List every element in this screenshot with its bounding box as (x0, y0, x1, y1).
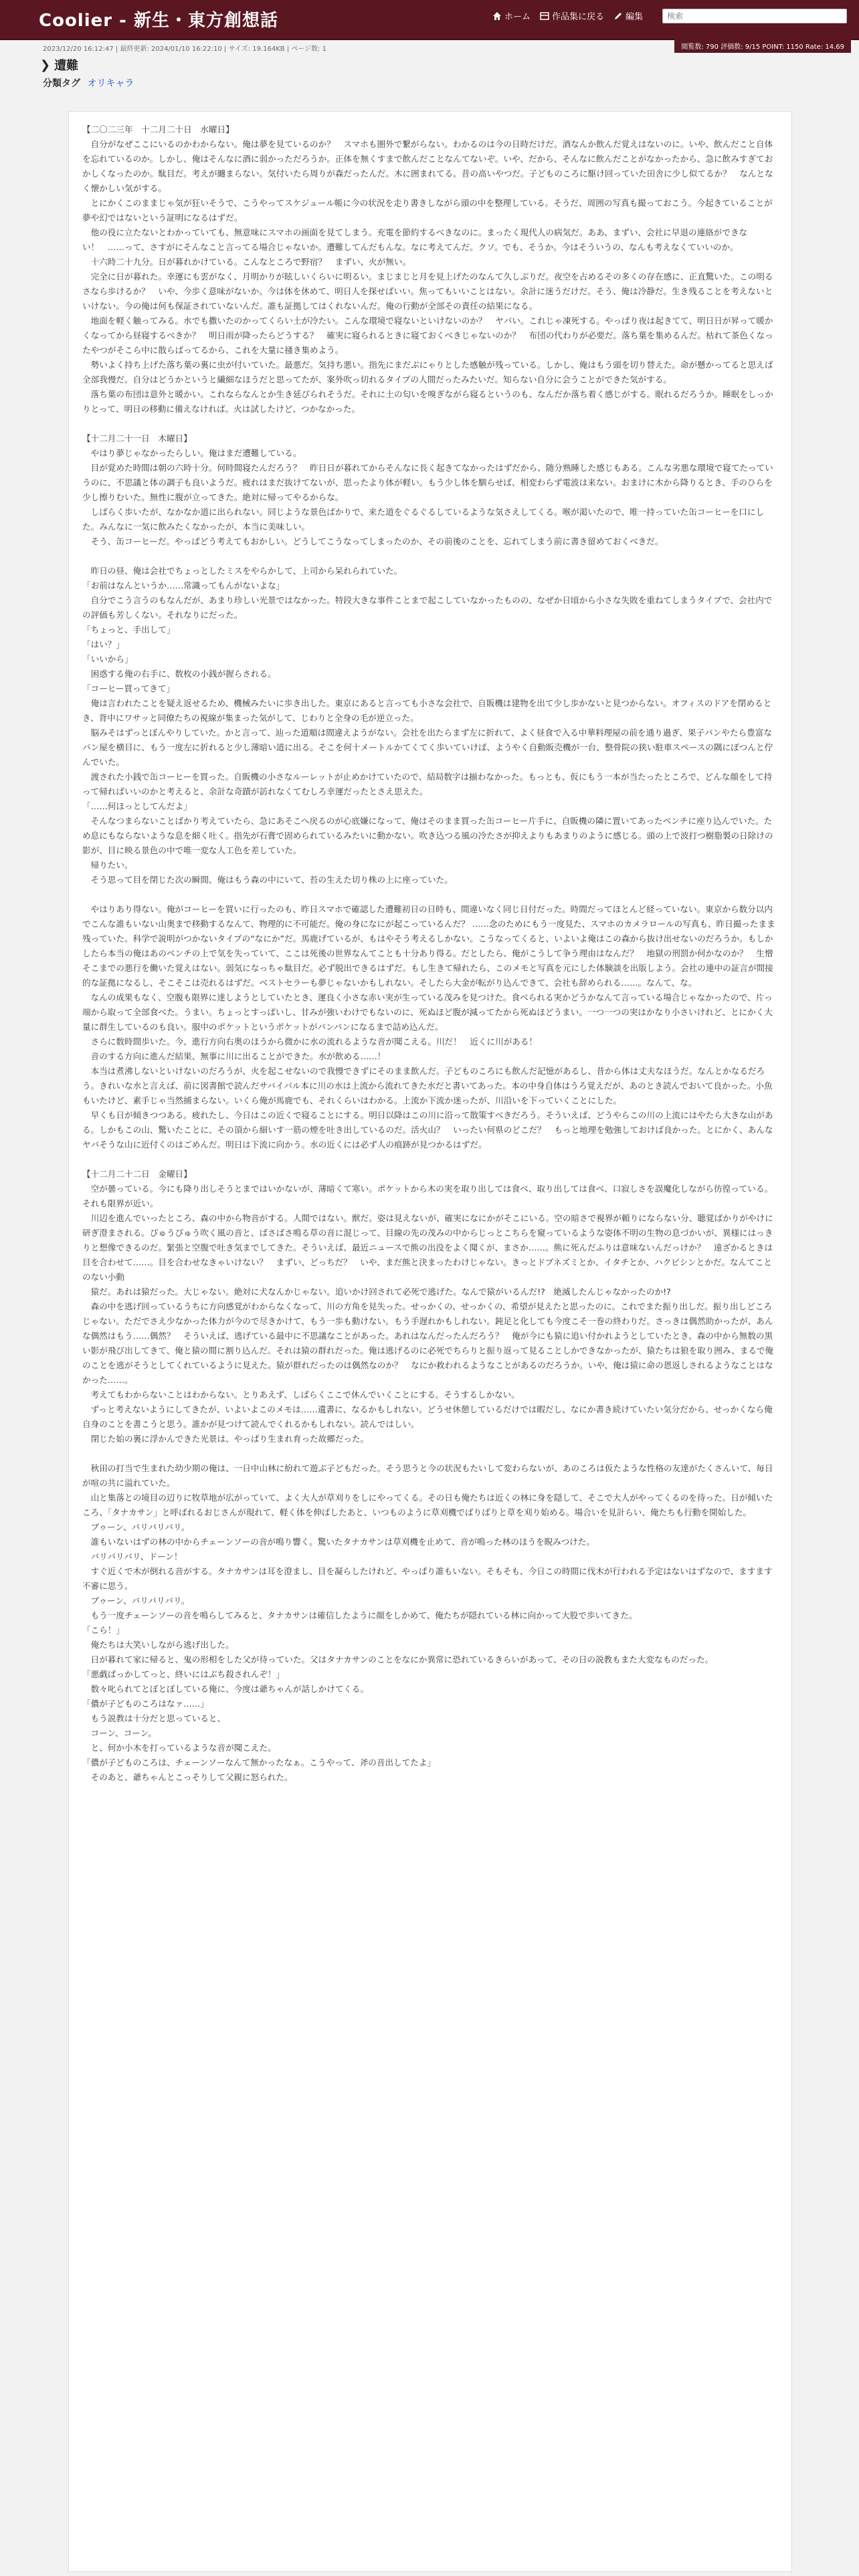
story-paragraph: 誰もいないはずの林の中からチェーンソーの音が鳴り響く。驚いたタナカサンは草刈機を止めて、音が鳴った林のほうを睨みつけた。 (82, 1537, 595, 1547)
story-paragraph: そんなつまらないことばかり考えていたら、急にあそこへ戻るのが心底嫌になって、俺はそのまま買った缶コーヒー片手に、自販機の隣に置いてあったベンチに座り込んでいた。ため息にもならないような息を細く吐く。指先が石膏で固められているみたいに動かない。吹き込つる風の冷たさが抑えよりもあまりのように感じる。頭の上で波打つ樹脂製の日除けの影が、目に映る景色の中で唯一変な人工色を差していた。 (82, 816, 773, 855)
home-link[interactable] (492, 9, 531, 22)
story-paragraph: 閉じた始の裏に浮かんできた光景は、やっぱり生まれ育った故郷だった。 (82, 1434, 369, 1444)
story-paragraph: 山と集落との境目の辺りに牧草地が広がっていて、よく大人が草刈りをしにやってくる。その日も俺たちは近くの林に身を隠して、そこで大人がやってくるのを待った。日が傾いたころ、「タナカサン」と呼ばれるおじさんが現れて、軽く体を伸ばしたあと、いつものように草刈機でばりばりと草を刈り始める。場合いを見計らい、俺たちも行動を開始した。 (82, 1493, 773, 1517)
story-paragraph: 考えてもわからないことはわからない。とりあえず、しばらくここで休んでいくことにする。そうするしかない。 (82, 1390, 520, 1400)
story-paragraph: 「こら！」 (82, 1625, 124, 1635)
story-body (68, 111, 792, 2572)
site-header (0, 0, 859, 40)
home-link-label: ホーム (504, 12, 531, 22)
story-paragraph: 目が覚めた時間は朝の六時十分。何時間寝たんだろう？ 昨日日が暮れてからそんなに長く起きてなかったはずだから、随分熟睡した感じもある。こんな劣悪な環境で寝てたっていうのに、不思議と体の調子も良いようだ。疲れはまだ抜けてないが、思ったより体が軽い。もう少し体を馴らせば、相変わらず電波は来ない。おまけに木から降りるとき、手のひらを少し擦りむいた。無性に腹が立ってきた。絶対に帰ってやるからな。 (82, 463, 773, 502)
story-paragraph: 十六時二十九分。日が暮れかけている。こんなところで野宿？ まずい、火が無い。 (82, 257, 411, 267)
story-paragraph (82, 887, 778, 902)
story-paragraph: 「ちょっと、手出して」 (82, 625, 175, 635)
story-paragraph: 地面を軽く触ってみる。水でも撒いたのかってくらい土が冷たい。こんな環境で寝ないといけないのか？ ヤバい。これじゃ凍死する。やっぱり夜は起きてて、明日日が昇って暖かくなってから昼寝するべきか？ 明日雨が降ったらどうする？ 確実に寝られるときに寝ておくべきじゃないのか？ 布団の代わりが必要だ。落ち葉を集めるんだ。枯れて茶色くなったやつがそこら中に散らばってるから、これを大量に掻き集めよう。 (82, 316, 773, 355)
story-paragraph: やはり夢じゃなかったらしい。俺はまだ遭難している。 (82, 448, 302, 458)
story-paragraph: 「……何ほっとしてんだよ」 (82, 801, 192, 811)
story-paragraph: 音のする方向に進んだ結果、無事に川に出ることができた。水が飲める……！ (82, 1051, 386, 1061)
story-paragraph (82, 417, 778, 431)
story-paragraph: 困惑する俺の右手に、数枚の小銭が握らされる。 (82, 669, 276, 679)
story-paragraph: 【二〇二三年 十二月二十日 水曜日】 (82, 124, 234, 134)
story-paragraph: 【十二月二十一日 木曜日】 (82, 433, 192, 443)
story-paragraph: 完全に日が暮れた。幸運にも雲がなく、月明かりが眩しいくらいに明るい。まじまじと月を見上げたのなんて久しぶりだ。夜空を占めるその多くの存在感に、正直驚いた。この明るさなら歩けるか？ いや、今歩く意味がないか。今は体を休めて、明日人を探せばいい。焦ってもいいことはない。余計に迷うだけだ。そう、俺は冷静だ。生き残ることを考えないといけない。今の俺は何も保証されていないんだ。誰も証拠してはくれないんだ。俺の行動が全部その責任の結果になる。 (82, 272, 773, 311)
story-paragraph: コーン、コーン。 (82, 1728, 157, 1738)
story-paragraph: 本当は煮沸しないといけないのだろうが、火を起こせないので我慢できずにそのまま飲んだ。子どものころにも飲んだ記憶があるし、昔から体は丈夫なほうだ。なんとかなるだろう。きれいな水と言えば、前に図書館で読んだサバイバル本に川の水は上流から流れてきた水だと書いてあった。本の中身自体はうろ覚えだが、あのとき読んでおいて良かった。小魚もいたけど、素手じゃ当然捕まらない。いくら俺が馬鹿でも、それくらいはわかる。上流か下流か迷ったが、川沿いを下っていくことにした。 (82, 1066, 773, 1105)
edit-link[interactable] (613, 9, 643, 22)
story-paragraph: 脳みそはずっとぼんやりしていた。かと言って、辿った道順は間違えようがない。会社を出たらまず左に折れて、よく昼食で入る中華料理屋の前を通り過ぎ、果子パンやたら豊富なパン屋を横目に、もう一度左に折れると少し薄暗い道に出る。そこを何十メートルかてくてく歩いていけば、ようやく自動販売機が一台、整骨院の狭い駐車スペースの隅にぽつんと佇んでいた。 (82, 728, 773, 767)
pencil-icon (613, 11, 623, 21)
story-paragraph: そう、缶コーヒーだ。やっぱどう考えてもおかしい。どうしてこうなってしまったのか、その前後のことを、忘れてしまう前に書き留めておくべきだ。 (82, 536, 664, 546)
post-meta: 2023/12/20 16:12:47 | 最終更新: 2024/01/10 16:22:10 | サイズ: 19.164KB | ページ数: 1 (43, 45, 327, 53)
story-paragraph: 川辺を進んでいったところ、森の中から物音がする。人間ではない。獣だ。姿は見えないが、確実になにかがそこにいる。空の暗さで視界が頼りにならない分、聴覚ばかりがやけに研ぎ澄まされる。ぴゅうぴゅう吹く風の音と、ばさばさ鳴る草の音に混じって、目線の先の茂みの中からじっとこちらを窺っているような姿体不明の生物の息づかいが、異様にはっきりと想像できるのだ。緊張と空腹で吐き気までしてきた。そういえば、最近ニュースで熊の出没をよく聞くが、まさか……。熊に死んだふりは意味ないんだっけか？ 遠ざかるときは目を合わせて……。目を合わせなきゃいけない？ まずい、どっちだ？ いや、まだ熊と決まったわけじゃない。きっとドブネズミとか、イタチとか、ハクビシンとかだ。なんてことのない小動 (82, 1213, 773, 1282)
tag-link[interactable]: オリキャラ (87, 78, 134, 89)
title-row (40, 56, 78, 74)
story-paragraph: 「コーヒー買ってきて」 (82, 683, 175, 693)
story-paragraph (82, 549, 778, 564)
site-title[interactable]: Coolier - 新生・東方創想話 (39, 11, 278, 31)
story-paragraph: 他の役に立たないとわかっていても、無意味にスマホの画面を見てしまう。充電を節約するべきなのに。まったく現代人の病気だ。ああ、まずい、会社に早退の連絡ができない！ ……って、さすがにそんなこと言ってる場合じゃないか。遭難してんだもんな。なに考えてんだ。クソ。でも、そうか。今はそういうの、なんも考えなくていいのか。 (82, 227, 748, 252)
story-paragraph: 帰りたい。 (82, 860, 133, 870)
story-paragraph: 昨日の昼、俺は会社でちょっとしたミスをやらかして、上司から呆れられていた。 (82, 566, 403, 576)
story-paragraph: 【十二月二十二日 金曜日】 (82, 1169, 192, 1179)
story-paragraph: 秋田の打当で生まれた幼少期の俺は、一日中山林に紛れて遊ぶ子どもだった。そう思うと今の状況もたいして変わらないが、あのころは仮たような性格の友達がたくさんいて、毎日が喧の共に溢れていた。 (82, 1463, 773, 1488)
story-paragraph: 落ち葉の布団は意外と暖かい。これならなんとか生き延びられそうだ。それに土の匂いを嗅ぎながら寝るというのも、なんだか落ち着く感じがする。眠れるだろうか。睡眠をしっかりとって、明日の移動に備えなければ。火は試したけど、つかなかった。 (82, 389, 773, 414)
story-paragraph: そう思って目を閉じた次の瞬間、俺はもう森の中にいて、苔の生えた切り株の上に座っていた。 (82, 875, 453, 885)
story-paragraph: 俺は言われたことを疑え返せるため、機械みたいに歩き出した。東京にあると言っても小さな会社で、自販機は建物を出て少し歩かないと見つからない。オフィスのドアを閉めるとき、背中にワサッと同僚たちの視線が集まった気がして、じわりと全身の毛が逆立った。 (82, 698, 772, 723)
story-paragraph: バリバリバリ、ドーン！ (82, 1551, 183, 1562)
story-paragraph: 勢いよく持ち上げた落ち葉の裏に虫が付いていた。最悪だ。気持ち悪い。指先にまだぶにゃりとした感触が残っている。しかし、俺はもう頭を切り替えた。命が懸かってると思えば全部我慢だ。自分はどうかというと繊細なほうだと思ってたが、案外吹っ切れるタイプの人間だったみたいだ。知らない自分に会うことができた気がする。 (82, 360, 773, 385)
story-paragraph: 早くも日が傾きつつある。疲れたし、今日はこの近くで寝ることにする。明日以降はこの川に沿って散策すべきだろう。そういえば、どうやらこの川の上流にはやたら大きな山がある。しかもこの山、驚いたことに、その頂から細いす一筋の煙を吐き出しているのだ。活火山？ いったい何県のどこだ？ もっと地理を勉強しておけば良かった。とにかく、あんなヤバそうな山に近付くのはごめんだ。明日は下流に向かう。水の近くには必ず人の痕跡が見つかるはずだ。 (82, 1110, 773, 1150)
story-paragraph: 「はい？」 (82, 639, 124, 649)
story-paragraph: そのあと、爺ちゃんとこっそりして父親に怒られた。 (82, 1772, 293, 1782)
collection-icon (540, 11, 549, 21)
story-paragraph: すぐ近くで木が倒れる音がする。タナカサンは耳を澄まし、目を凝らしたけれど、やっぱり誰もいない。そもそも、今日この時間に伐木が行われる予定はないはずなので、ますます不審に思う。 (82, 1566, 773, 1591)
work-stats: 閲覧数: 790 評価数: 9/15 POINT: 1150 Rate: 14.69 (674, 39, 851, 53)
story-paragraph: 「悪戯ばっかしてっと、終いにはぶち殺されんぞ！」 (82, 1669, 285, 1679)
home-icon (492, 11, 502, 21)
story-paragraph: さらに数時間歩いた。今、進行方向右奥のほうから微かに水の流れるような音が聞こえる。川だ！ 近くに川がある！ (82, 1037, 538, 1047)
story-paragraph: 「いいから」 (82, 654, 133, 664)
story-paragraph: 日が暮れて家に帰ると、鬼の形相をした父が待っていた。父はタナカサンのことをなにか異常に恐れているきらいがあって、その日の説教もまた大変なものだった。 (82, 1654, 714, 1665)
story-paragraph: もう説教は十分だと思っていると、 (82, 1713, 226, 1723)
story-paragraph: なんの成果もなく、空腹も限界に達しようとしていたとき、運良く小さな赤い実が生っている茂みを見つけた。食べられる実かどうかなんて言っている場合じゃなかったので、片っ端から取って全部食べた。うまい。ちょっとすっぱいし、甘みが強いわけでもないのに、死ぬほど腹が減ってたから死ぬほどうまい。一つ一つの実はかなり小さいけれど、とにかく大量に群生しているのも良い。服中のポケットというポケットがパンパンになるまで詰め込んだ。 (82, 992, 773, 1032)
search-input[interactable] (662, 9, 847, 23)
story-paragraph: しばらく歩いたが、なかなか道に出られない。同じような景色ばかりで、来た道をぐるぐるしているような気さえしてくる。喉が渇いたので、唯一持っていた缶コーヒーを口にした。みんなに一気に飲みたくなかったが、本当に美味しい。 (82, 507, 765, 532)
tag-row (43, 76, 134, 90)
story-paragraph: 数々叱られてとぼとぼしている俺に、今度は爺ちゃんが話しかけてくる。 (82, 1684, 369, 1694)
story-paragraph: 「お前はなんというか……常識ってもんがないよな」 (82, 580, 285, 591)
story-paragraph: もう一度チェーンソーの音を鳴らしてみると、タナカサンは確信したように顔をしかめて、俺たちが隠れている林に向かって大股で歩いてきた。 (82, 1610, 638, 1620)
story-paragraph (82, 1446, 778, 1461)
story-paragraph: 自分でこう言うのもなんだが、あまり珍しい光景ではなかった。特段大きな事件ことまで起こしていなかったものの、なぜか日頃から小さな失敗を重ねてしまうタイプで、会社内での評価も芳しくない。それなりにだった。 (82, 595, 773, 620)
back-link-label: 作品集に戻る (552, 12, 605, 22)
page-title: 遭難 (54, 59, 79, 73)
story-paragraph: 空が曇っている。今にも降り出しそうとまではいかないが、薄暗くて寒い。ポケットから木の実を取り出しては食べ、取り出しては食べ、口寂しさを誤魔化しながら彷徨っている。それも限界が近い。 (82, 1184, 773, 1208)
story-paragraph: やはりあり得ない。俺がコーヒーを買いに行ったのも、昨日スマホで確認した遭難初日の日時も、間違いなく同じ日付だった。時間だってほとんど経っていない。東京から数分以内でこんな誰もいない山奥まで移動するなんて、物理的に不可能だ。俺の身になにが起こっているんだ？ ……念のためにもう一度見た、スマホのカメラロールの写真も、昨日撮ったまま残っていた。科学で説明がつかないタイプの“なにか”だ。馬鹿げているが、もはやそう考えるしかない。こうなってくると、いよいよ俺はこの森から抜け出せないのだろうか。もしかしたら本当の俺はあのベンチの上で気を失っていて、ここは死後の世界なんてことも十分あり得る。だとしたら、俺がこうして争う理由はなんだ？ 地獄の刑罰か何かなのか？ 生憎そこまでの悪行を働いた覚えはない。弱気になっちゃ駄目だ。必ず脱出できるはずだ。もし生きて帰れたら、このメモと写真を元にした体験談を出版しよう。会社の連中の証言が間接的な証拠になるし、そこそこは売れるはずだ。ベストセラーも夢じゃないかもしれない。そしたら大金が転がり込んできて、会社も辞められる……。なんて、な。 (82, 904, 775, 988)
story-paragraph: 自分がなぜここにいるのかわからない。俺は夢を見ているのか？ スマホも圏外で繋がらない。わかるのは今の日時だけだ。酒なんか飲んだ覚えはないのに。いや、飲んだこと自体を忘れているのか。しかし、俺はそんなに酒に弱かっただろうか。正体を無くすまで飲んだことなんてないぞ。いや、だから、そんなに飲んだことがなかったから、急に飲みすぎておかしくなったのか。駄目だ。考えが纏まらない。気付いたら周りが森だったんだ。木に囲まれてる。昔の高いやつだ。子どものころに駆け回っていた田舎に少し似てるか？ なんとなく懐かしい気がする。 (82, 139, 773, 193)
story-paragraph: ブゥーン、バリバリバリ。 (82, 1522, 190, 1532)
tag-label: 分類タグ (43, 78, 80, 89)
story-paragraph: 森の中を逃げ回っているうちに方向感覚がわからなくなって、川の方角を見失った。せっかくの、せっかくの、希望が見えたと思ったのに。これでまた振り出しだ。振り出しどころじゃない。ただでさえ少なかった体力が今ので尽きかけて、もう一歩も動けない。もう手遅れかもしれない。鈍足と化しても今度こそ一巻の終わりだ。さっきは偶然助かったが、あんな偶然はもう……偶然？ そういえば、逃げている最中に不思議なことがあった。あれはなんだったんだろう？ 俺が今にも猿に追い付かれようとしていたとき、森の中から無数の黒い影が飛び出してきて、俺と猿の間に割り込んだ。それは猿の群れだった。俺は逃げるのに必死でちらりと振り返って見ることしかできなかったが、猿たちは狼を取り囲み、まるで俺のことを逃がそうとしてくれているように見えた。猿が群れだったのは偶然なのか？ なにか救われるようなことがあるのだろうか。いや、俺は猿に命の恩返しされるようなことはなかった……。 (82, 1301, 774, 1385)
header-nav (492, 9, 643, 22)
story-paragraph: 猿だ。あれは猿だった。大じゃない。絶対に犬なんかじゃない。追いかけ回されて必死で逃げた。なんで猿がいるんだ!? 絶滅したんじゃなかったのか!? (82, 1287, 671, 1297)
story-paragraph (82, 1152, 778, 1167)
story-paragraph: 「儂が子どものころは、チェーンソーなんて無かったなぁ。こうやって、斧の音出してたよ」 (82, 1757, 436, 1767)
back-to-collection-link[interactable] (540, 9, 604, 22)
story-paragraph: ブゥーン、バリバリバリ。 (82, 1596, 190, 1606)
chevron-right-icon: ❯ (40, 58, 51, 72)
story-paragraph: 渡された小銭で缶コーヒーを買った。自販機の小さなルーレットが止めかけていたので、結局数字は揃わなかった。もっとも、仮にもう一本が当たったところで、どんな顔をして持って帰ればいいのかと考えると、余計な奇蹟が訪れなくてむしろ幸運だったとさえ思えた。 (82, 772, 773, 796)
story-paragraph: 俺たちは大笑いしながら逃げ出した。 (82, 1640, 234, 1650)
story-paragraph: 「儂が子どものころはなァ……」 (82, 1699, 209, 1709)
edit-link-label: 編集 (626, 12, 644, 22)
story-paragraph: とにかくこのままじゃ気が狂いそうで、こうやってスケジュール帳に今の状況を走り書きしながら頭の中を整理している。そうだ、周囲の写真も撮っておこう。今起きていることが夢や幻ではないという証明になるはずだ。 (82, 198, 773, 223)
story-paragraph: と、何か小木を打っているような音が聞こえた。 (82, 1743, 276, 1753)
story-paragraph: ずっと考えないようにしてきたが、いよいよこのメモは……遺書に、なるかもしれない。どうせ休憩しているだけでは暇だし、なにか書き続けていたい気分だから、せっかくなら俺自身のことを書こうと思う。誰かが見つけて読んでくれるかもしれない。読んではしい。 (82, 1404, 773, 1429)
